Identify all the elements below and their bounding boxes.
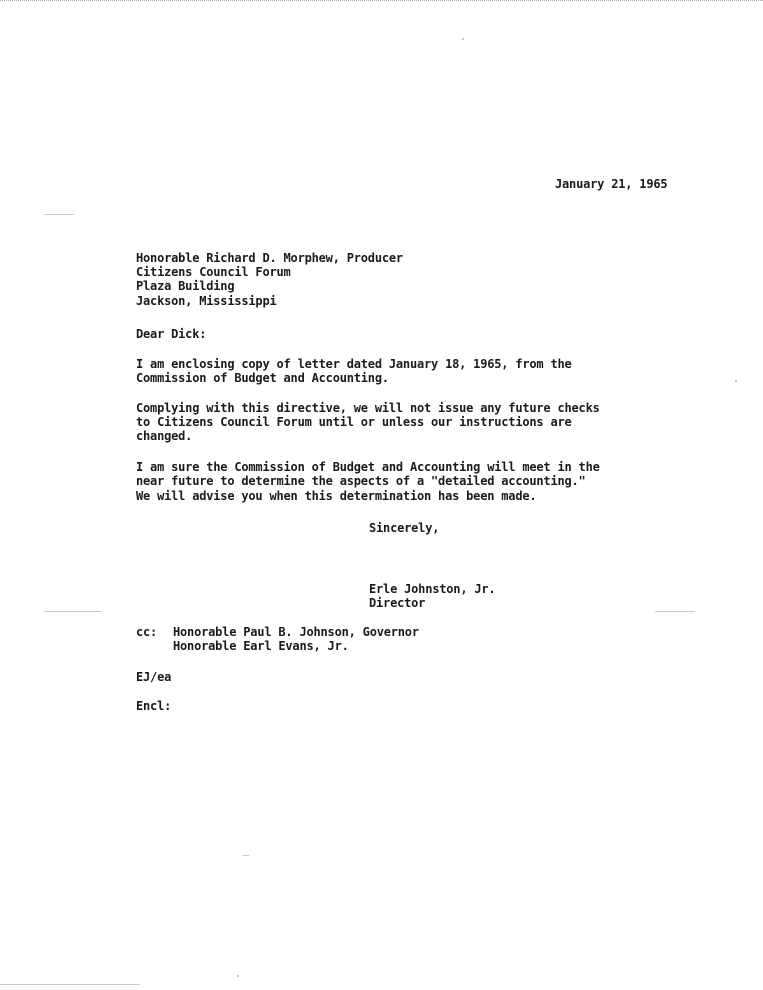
salutation: Dear Dick: <box>136 327 207 341</box>
cc-label: cc: <box>136 625 158 639</box>
signer-title: Director <box>369 596 426 610</box>
scan-speck <box>462 38 464 40</box>
paragraph-line: near future to determine the aspects of a "detailed accounting." <box>136 474 586 488</box>
recipient-line: Jackson, Mississippi <box>136 294 277 308</box>
enclosure-notation: Encl: <box>136 699 172 713</box>
scan-speck <box>0 984 140 985</box>
recipient-line: Citizens Council Forum <box>136 265 291 279</box>
paragraph-line: We will advise you when this determination has been made. <box>136 489 537 503</box>
recipient-line: Plaza Building <box>136 279 235 293</box>
recipient-line: Honorable Richard D. Morphew, Producer <box>136 251 403 265</box>
closing: Sincerely, <box>369 521 440 535</box>
scan-speck <box>44 214 74 215</box>
paragraph-line: I am enclosing copy of letter dated January 18, 1965, from the <box>136 357 572 371</box>
cc-recipient: Honorable Earl Evans, Jr. <box>173 639 349 653</box>
scan-speck <box>655 611 695 612</box>
letter-date: January 21, 1965 <box>555 177 668 191</box>
cc-recipient: Honorable Paul B. Johnson, Governor <box>173 625 419 639</box>
paragraph-line: Complying with this directive, we will not issue any future checks <box>136 401 600 415</box>
paragraph-line: changed. <box>136 429 193 443</box>
signer-name: Erle Johnston, Jr. <box>369 582 496 596</box>
scan-speck <box>237 975 239 977</box>
page-top-edge <box>0 0 763 7</box>
scan-speck <box>735 380 737 382</box>
reference-initials: EJ/ea <box>136 670 172 684</box>
scan-speck <box>44 611 102 612</box>
paragraph-line: Commission of Budget and Accounting. <box>136 371 389 385</box>
paragraph-line: to Citizens Council Forum until or unless our instructions are <box>136 415 572 429</box>
scan-speck <box>243 855 249 856</box>
paragraph-line: I am sure the Commission of Budget and Accounting will meet in the <box>136 460 600 474</box>
